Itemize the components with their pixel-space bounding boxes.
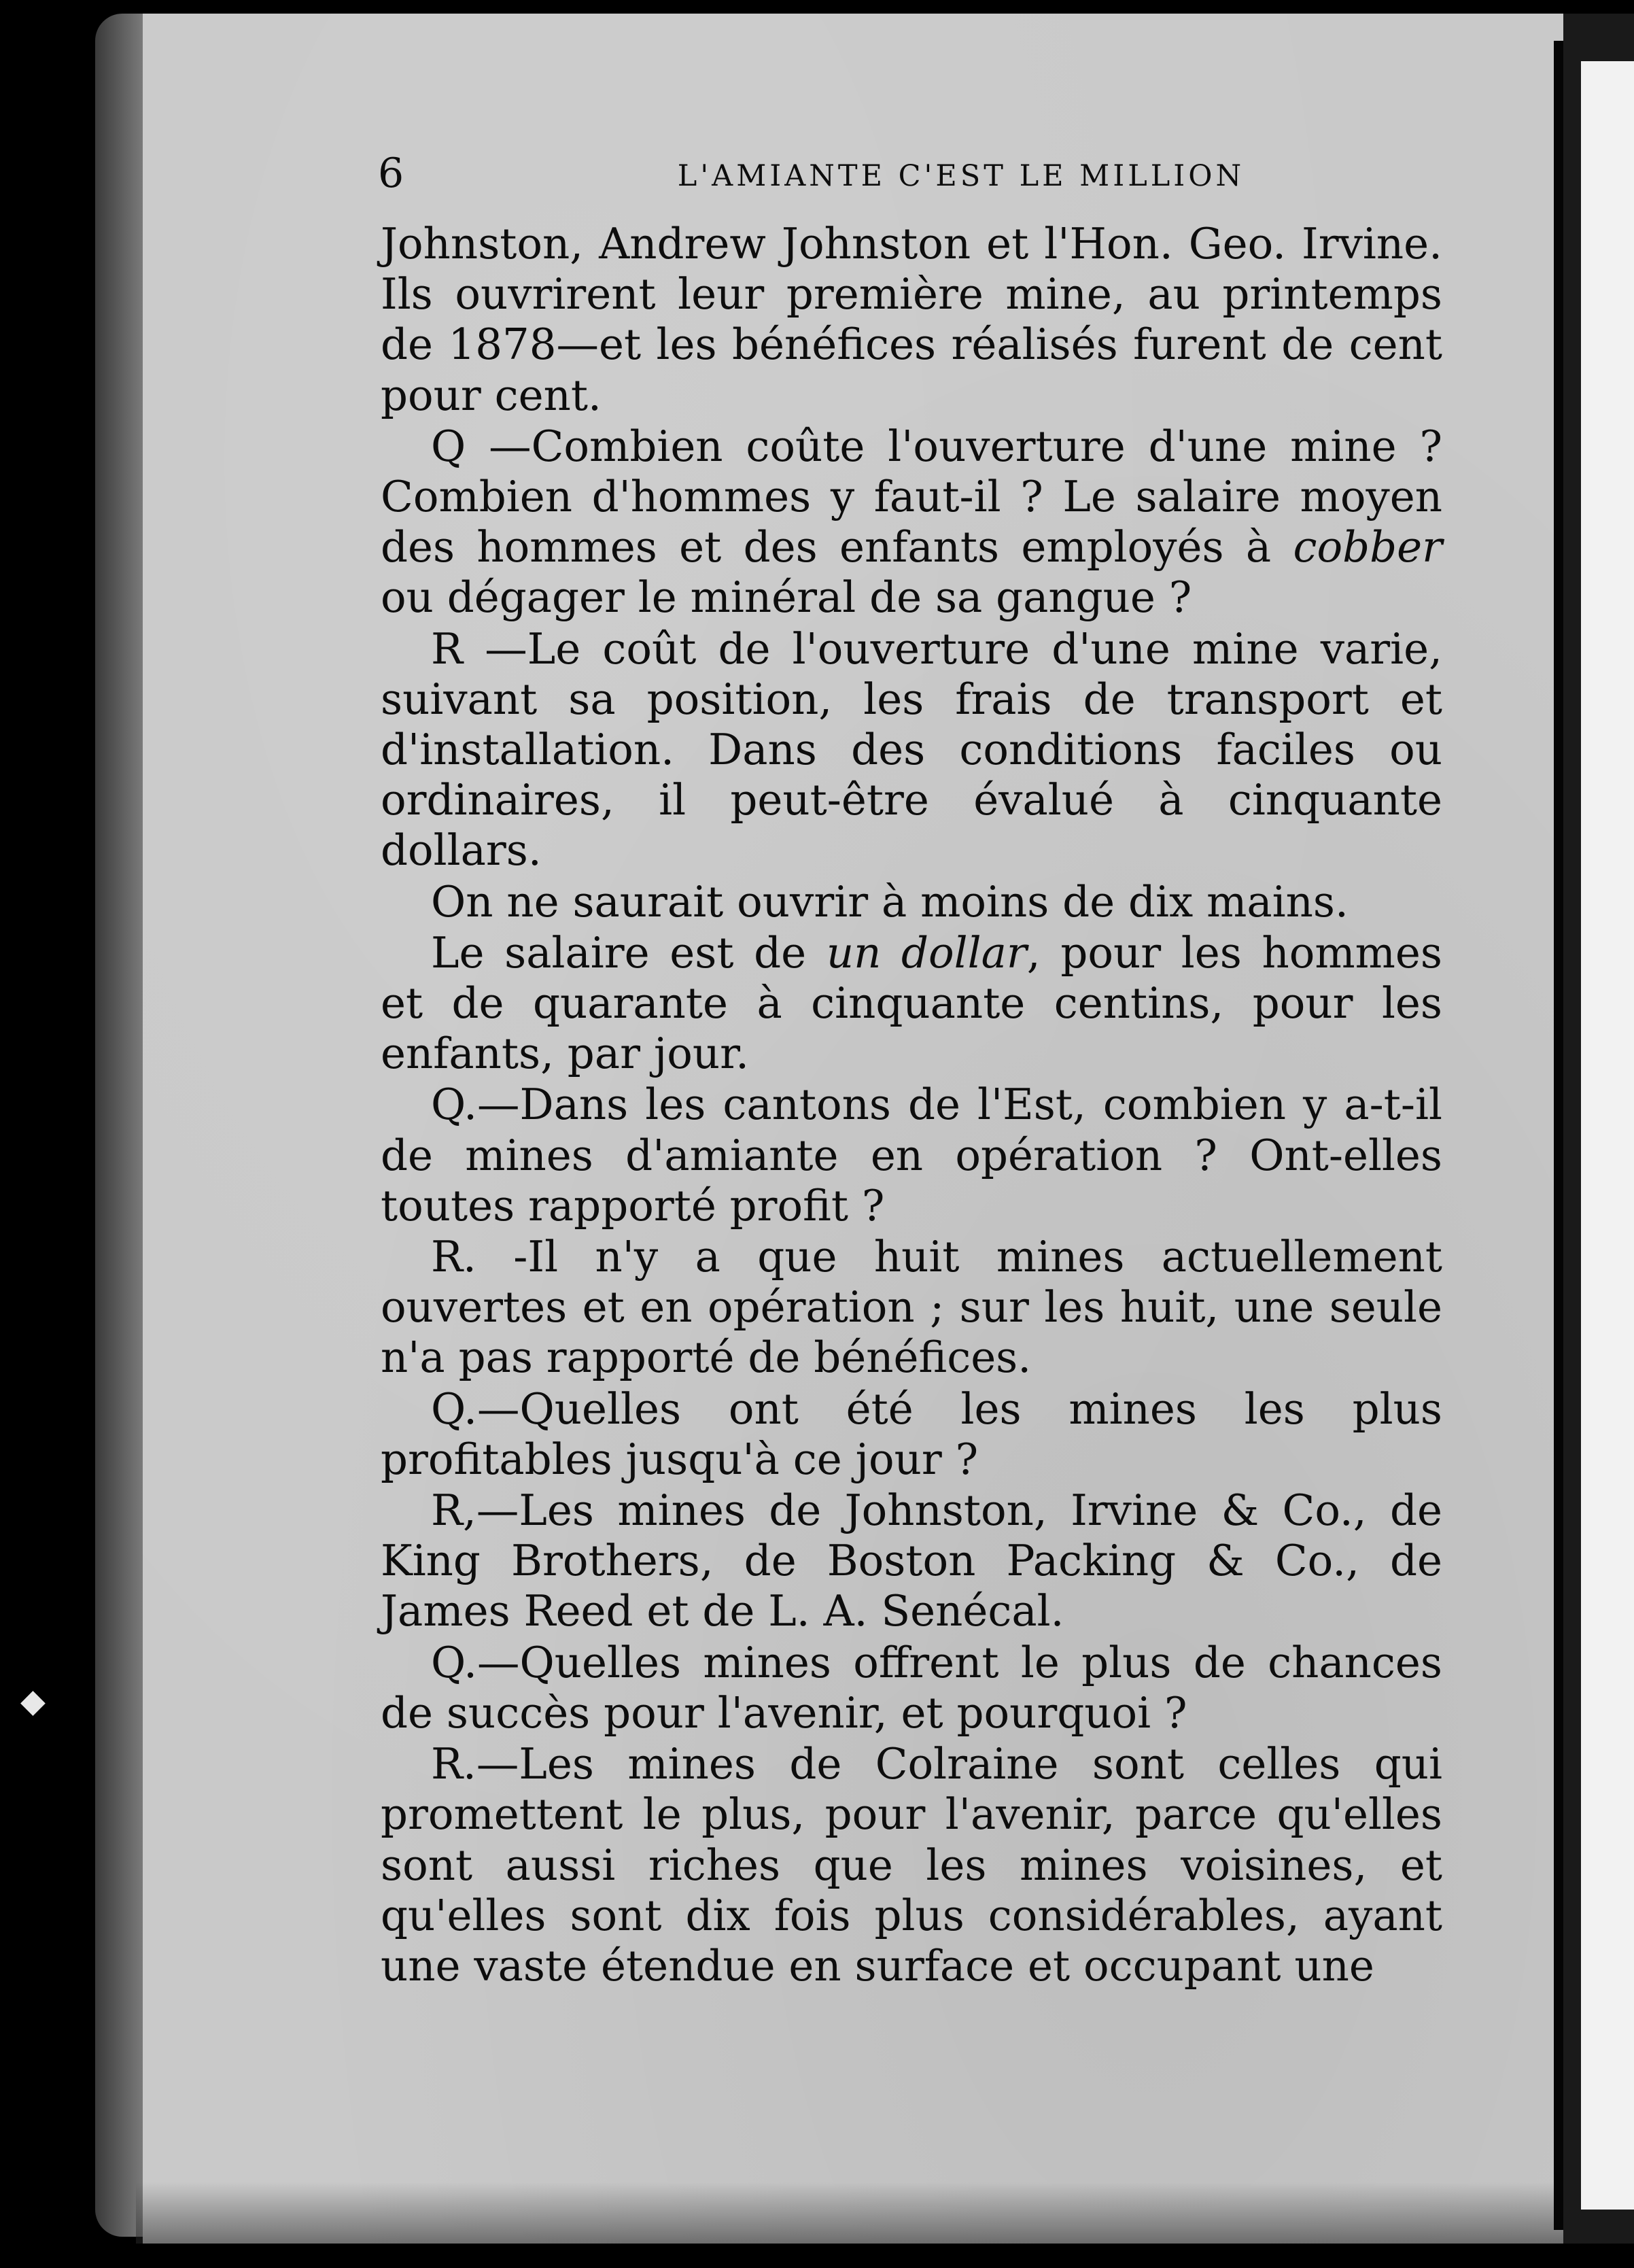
paragraph xyxy=(381,928,1442,1080)
adjacent-page-edge xyxy=(1581,61,1634,2210)
question-paragraph xyxy=(381,1080,1442,1231)
answer-paragraph xyxy=(381,1739,1442,1991)
paragraph-text: R,—Les mines de Johnston, Irvine & Co., de King Brothers, de Boston Packing & Co., de James Reed et de L. A. Senécal. xyxy=(381,1485,1442,1636)
paragraph-text: On ne saurait ouvrir à moins de dix mains. xyxy=(431,876,1349,927)
margin-mark-icon: ◆ xyxy=(20,1682,46,1720)
question-paragraph xyxy=(381,1384,1442,1485)
italic-term: cobber xyxy=(1293,522,1442,572)
page-header xyxy=(378,150,1442,204)
paragraph-text: R. -Il n'y a que huit mines actuellement ouvertes et en opération ; sur les huit, une seule n'a pas rapporté de bénéfices. xyxy=(381,1232,1442,1383)
running-head: L'AMIANTE C'EST LE MILLION xyxy=(677,159,1245,193)
page-bottom-shadow xyxy=(136,2182,1590,2244)
paragraph-text: Johnston, Andrew Johnston et l'Hon. Geo. Irvine. Ils ouvrirent leur première mine, au printemps de 1878—et les bénéfices réalisés furent de cent pour cent. xyxy=(381,219,1442,420)
paragraph xyxy=(381,877,1442,927)
paragraph-text: Q.—Quelles ont été les mines les plus profitables jusqu'à ce jour ? xyxy=(381,1384,1442,1484)
paragraph-text: Q.—Dans les cantons de l'Est, combien y a-t-il de mines d'amiante en opération ? Ont-elles toutes rapporté profit ? xyxy=(381,1080,1442,1231)
paragraph-text: R —Le coût de l'ouverture d'une mine varie, suivant sa position, les frais de transport et d'installation. Dans des conditions faciles ou ordinaires, il peut-être évalué à cinquante dollars. xyxy=(381,623,1442,876)
paragraph-text: Le salaire est de xyxy=(431,927,827,978)
paragraph-text: R.—Les mines de Colraine sont celles qui promettent le plus, pour l'avenir, parce qu'elles sont aussi riches que les mines voisines, et qu'elles sont dix fois plus considérables, ayant une vaste étendue en surface et occupant une xyxy=(381,1739,1442,1991)
question-paragraph xyxy=(381,422,1442,623)
question-paragraph xyxy=(381,1638,1442,1738)
paragraph-text: Q —Combien coûte l'ouverture d'une mine ? Combien d'hommes y faut-il ? Le salaire moyen des hommes et des enfants employés à xyxy=(381,421,1442,572)
answer-paragraph xyxy=(381,1485,1442,1637)
answer-paragraph xyxy=(381,624,1442,876)
page-number: 6 xyxy=(378,150,404,197)
body-text xyxy=(381,219,1442,1991)
answer-paragraph xyxy=(381,1232,1442,1384)
paragraph-text-end: ou dégager le minéral de sa gangue ? xyxy=(381,572,1192,623)
paragraph-text: Q.—Quelles mines offrent le plus de chances de succès pour l'avenir, et pourquoi ? xyxy=(381,1637,1442,1738)
italic-term: un dollar xyxy=(826,927,1027,978)
paragraph xyxy=(381,219,1442,421)
gutter-rule xyxy=(1554,41,1563,2230)
paragraph-text-end: , pour les hommes et de quarante à cinquante centins, pour les enfants, par jour. xyxy=(381,927,1442,1079)
adjacent-page-strip xyxy=(1563,14,1634,2244)
